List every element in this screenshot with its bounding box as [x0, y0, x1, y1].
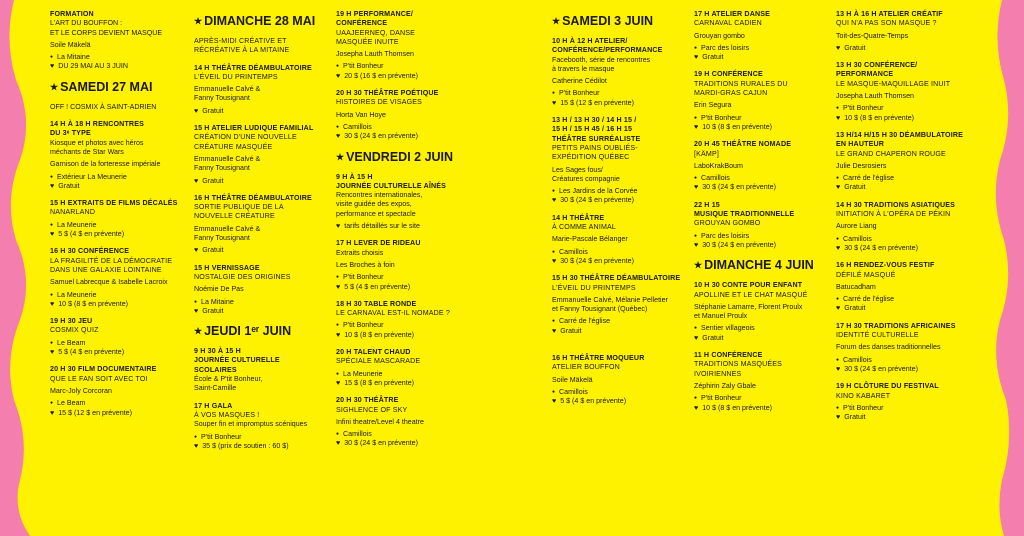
event-block	[336, 348, 501, 388]
event-time-type: 13 H / 13 H 30 / 14 H 15 / 15 H / 15 H 45 / 16 H 15 THÉÂTRE SURRÉALISTE	[552, 116, 641, 143]
event-artist: Erin Segura	[694, 101, 732, 110]
day-heading	[694, 258, 834, 273]
event-title: À COMME ANIMAL	[552, 223, 616, 232]
event-time-type: 14 H THÉÂTRE DÉAMBULATOIRE	[194, 63, 312, 72]
event-time-type: 10 H 30 CONTE POUR ENFANT	[694, 281, 803, 290]
event-info	[336, 62, 501, 81]
event-title: KINO KABARET	[836, 391, 891, 400]
event-artist: Josepha Lauth Thomsen	[336, 50, 414, 59]
event-block	[836, 10, 996, 53]
event-block	[694, 281, 834, 343]
event-block	[836, 201, 996, 253]
event-block	[836, 322, 996, 374]
event-venue: ● P'tit Bonheur	[336, 273, 501, 282]
event-price: ♥ 30 $ (24 $ en prévente)	[336, 132, 501, 141]
event-description: Kiosque et photos avec héros méchants de Star Wars	[50, 138, 144, 156]
day-label: VENDREDI 2 JUIN	[346, 149, 454, 164]
event-block	[336, 239, 501, 291]
event-price: ♥ DU 29 MAI AU 3 JUIN	[50, 62, 192, 71]
event-time-type: 17 H LEVER DE RIDEAU	[336, 239, 421, 248]
event-title: PETITS PAINS OUBLIÉS- EXPÉDITION QUÉBEC	[552, 143, 638, 162]
event-info	[836, 295, 996, 314]
event-title: COSMIX QUIZ	[50, 326, 99, 335]
event-title: L'ÉVEIL DU PRINTEMPS	[552, 283, 636, 292]
event-venue: ● Sentier villageois	[694, 324, 834, 333]
event-info	[194, 107, 334, 116]
event-title: SIGHLENCE OF SKY	[336, 405, 408, 414]
event-artist: Forum des danses traditionnelles	[836, 343, 941, 352]
event-time-type: 20 H 30 FILM DOCUMENTAIRE	[50, 365, 157, 374]
event-block	[194, 37, 334, 56]
event-title: SPÉCIALE MASCARADE	[336, 357, 421, 366]
event-info	[552, 248, 692, 267]
star-icon: ★	[194, 16, 203, 26]
day-label: DIMANCHE 4 JUIN	[704, 258, 814, 273]
event-venue: ● La Meunerie	[336, 370, 501, 379]
event-artist: Les Sages fous/ Créatures compagnie	[552, 165, 620, 183]
event-artist: LaboKrakBoum	[694, 161, 743, 170]
event-block	[50, 199, 192, 239]
event-description: L'ART DU BOUFFON : ET LE CORPS DEVIENT MASQUE	[50, 19, 163, 37]
event-price: ♥ Gratuit	[194, 177, 334, 186]
event-artist: Emmanuelle Calvé & Fanny Tousignant	[194, 85, 261, 103]
event-info	[50, 399, 192, 418]
event-block	[552, 37, 692, 108]
event-venue: ● Le Beam	[50, 399, 192, 408]
event-info	[50, 173, 192, 192]
event-block	[194, 264, 334, 316]
event-info	[194, 177, 334, 186]
event-artist: Soile Mäkelä	[552, 375, 593, 384]
column-3	[336, 10, 501, 457]
event-info	[552, 187, 692, 206]
event-artist: Emmanuelle Calvé & Fanny Tousignant	[194, 224, 261, 243]
event-time-type: 9 H 30 À 15 H JOURNÉE CULTURELLE SCOLAIRES	[194, 347, 280, 374]
event-block	[336, 173, 501, 232]
day-heading	[50, 80, 192, 95]
event-time-type: 20 H TALENT CHAUD	[336, 348, 411, 357]
event-venue: ● Camillois	[552, 248, 692, 257]
event-description: Rencontres internationales, visite guidée des expos, performance et spectacle	[336, 191, 423, 218]
event-artist: Marie-Pascale Bélanger	[552, 235, 628, 244]
event-time-type: 19 H CLÔTURE DU FESTIVAL	[836, 382, 939, 391]
event-venue: ● Camillois	[836, 235, 996, 244]
event-price: ♥ 10 $ (8 $ en prévente)	[836, 114, 996, 123]
event-title: QUI N'A PAS SON MASQUE ?	[836, 19, 937, 28]
event-venue: ● P'tit Bonheur	[336, 321, 501, 330]
event-block	[194, 124, 334, 186]
event-time-type: 20 H 30 THÉÂTRE POÉTIQUE	[336, 89, 439, 98]
event-title: UAAJEERNEQ, DANSE MASQUÉE INUITE	[336, 28, 416, 46]
event-venue: ● Carré de l'église	[836, 295, 996, 304]
event-artist: Stéphanie Lamarre, Florent Proulx et Manuel Proulx	[694, 302, 803, 321]
event-price: ♥ tarifs détaillés sur le site	[336, 222, 501, 231]
event-price: ♥ Gratuit	[552, 327, 692, 336]
event-venue: ● Carré de l'église	[836, 174, 996, 183]
event-info	[50, 291, 192, 310]
event-price: ♥ 5 $ (4 $ en prévente)	[552, 397, 692, 406]
event-block	[836, 261, 996, 313]
event-title: APRÈS-MIDI CRÉATIVE ET RÉCRÉATIVE À LA MITAINE	[194, 37, 290, 55]
event-price: ♥ 30 $ (24 $ en prévente)	[552, 257, 692, 266]
event-venue: ● Extérieur La Meunerie	[50, 173, 192, 182]
event-block	[336, 396, 501, 448]
event-block	[836, 382, 996, 422]
event-title: QUE LE FAN SOIT AVEC TOI	[50, 374, 148, 383]
event-venue: ● La Meunerie	[50, 221, 192, 230]
event-time-type: 15 H 30 THÉÂTRE DÉAMBULATOIRE	[552, 274, 681, 283]
event-block	[50, 103, 192, 112]
event-title: LE GRAND CHAPERON ROUGE	[836, 149, 946, 158]
event-description: Souper fin et impromptus scéniques	[194, 420, 308, 429]
event-venue: ● La Mitaine	[50, 53, 192, 62]
event-block	[50, 120, 192, 191]
event-time-type: 19 H PERFORMANCE/ CONFÉRENCE	[336, 10, 414, 28]
star-icon: ★	[336, 151, 345, 162]
event-price: ♥ 5 $ (4 $ en prévente)	[336, 283, 501, 292]
event-block	[552, 274, 692, 336]
event-block	[194, 194, 334, 256]
event-time-type: 10 H À 12 H ATELIER/ CONFÉRENCE/PERFORMANCE	[552, 37, 663, 55]
event-time-type: 16 H 30 CONFÉRENCE	[50, 247, 130, 256]
event-block	[552, 214, 692, 266]
event-time-type: 13 H À 16 H ATELIER CRÉATIF	[836, 10, 943, 18]
event-venue: ● P'tit Bonheur	[836, 104, 996, 113]
event-price: ♥ 10 $ (8 $ en prévente)	[336, 331, 501, 340]
event-info	[694, 44, 834, 63]
day-label: DIMANCHE 28 MAI	[204, 14, 316, 28]
event-title: LE MASQUE-MAQUILLAGE INUIT	[836, 79, 951, 88]
event-time-type: 17 H GALA	[194, 401, 233, 410]
event-venue: ● P'tit Bonheur	[694, 394, 834, 403]
event-title: CARNAVAL CADIEN	[694, 19, 762, 28]
event-info	[336, 321, 501, 340]
event-block	[694, 140, 834, 192]
event-artist: Noémie De Pas	[194, 285, 244, 294]
event-time-type: 19 H 30 JEU	[50, 317, 93, 326]
event-description: Facebooth, série de rencontres à travers le masque	[552, 55, 651, 73]
event-block	[694, 70, 834, 132]
event-block	[552, 354, 692, 406]
day-label: SAMEDI 3 JUIN	[562, 14, 654, 28]
event-venue: ● P'tit Bonheur	[694, 114, 834, 123]
event-info	[336, 273, 501, 292]
event-time-type: 11 H CONFÉRENCE	[694, 351, 763, 360]
event-time-type: 13 H 30 CONFÉRENCE/ PERFORMANCE	[836, 61, 918, 79]
event-price: ♥ 30 $ (24 $ en prévente)	[836, 365, 996, 374]
event-description: École & P'tit Bonheur, Saint-Camille	[194, 375, 263, 393]
event-block	[552, 116, 692, 206]
event-price: ♥ 15 $ (12 $ en prévente)	[50, 409, 192, 418]
event-info	[836, 174, 996, 193]
event-artist: Infini theatre/Level 4 theatre	[336, 417, 424, 426]
event-title: NANARLAND	[50, 208, 96, 217]
event-info	[836, 44, 996, 53]
event-price: ♥ Gratuit	[694, 334, 834, 343]
event-title: CRÉATION D'UNE NOUVELLE CRÉATURE MASQUÉE	[194, 133, 297, 151]
event-block	[50, 317, 192, 357]
event-price: ♥ 10 $ (8 $ en prévente)	[694, 404, 834, 413]
event-time-type: 14 H THÉÂTRE	[552, 213, 605, 222]
event-time-type: 16 H THÉÂTRE DÉAMBULATOIRE	[194, 193, 312, 202]
event-price: ♥ Gratuit	[194, 307, 334, 316]
event-time-type: 15 H VERNISSAGE	[194, 263, 260, 272]
event-price: ♥ 15 $ (12 $ en prévente)	[552, 99, 692, 108]
spacer	[552, 344, 692, 354]
event-block	[50, 247, 192, 309]
event-title: L'ÉVEIL DU PRINTEMPS	[194, 72, 278, 81]
event-venue: ● Le Beam	[50, 339, 192, 348]
event-artist: Grouyan gombo	[694, 31, 745, 40]
event-artist: Josepha Lauth Thomsen	[836, 92, 914, 101]
event-time-type: 19 H CONFÉRENCE	[694, 70, 763, 79]
event-time-type: 22 H 15 MUSIQUE TRADITIONNELLE	[694, 200, 795, 219]
event-artist: Catherine Cédilot	[552, 77, 607, 86]
event-title: IDENTITÉ CULTURELLE	[836, 331, 919, 340]
day-label: SAMEDI 27 MAI	[60, 79, 153, 94]
event-artist: Toit-des-Quatre-Temps	[836, 31, 909, 40]
event-description: OFF ! COSMIX À SAINT-ADRIEN	[50, 102, 157, 111]
event-info	[336, 222, 501, 231]
event-price: ♥ 35 $ (prix de soutien : 60 $)	[194, 442, 334, 451]
event-artist: Zéphirin Zaly Gbale	[694, 381, 756, 390]
event-info	[50, 53, 192, 72]
column-4	[552, 10, 692, 415]
event-info	[694, 394, 834, 413]
event-price: ♥ Gratuit	[194, 107, 334, 116]
day-heading	[336, 150, 501, 165]
event-artist: Julie Desrosiers	[836, 161, 887, 170]
event-title: DÉFILÉ MASQUÉ	[836, 270, 896, 279]
column-2	[194, 10, 334, 459]
event-info	[836, 356, 996, 375]
event-time-type: 14 H 30 TRADITIONS ASIATIQUES	[836, 200, 956, 209]
event-artist: Soile Mäkelä	[50, 40, 91, 49]
event-info	[694, 174, 834, 193]
event-info	[836, 235, 996, 254]
day-heading	[194, 14, 334, 29]
event-time-type: 17 H ATELIER DANSE	[694, 10, 771, 18]
event-price: ♥ 30 $ (24 $ en prévente)	[836, 244, 996, 253]
event-info	[694, 114, 834, 133]
event-price: ♥ 30 $ (24 $ en prévente)	[552, 196, 692, 205]
event-artist: Aurore Liang	[836, 222, 877, 231]
event-time-type: 16 H THÉÂTRE MOQUEUR	[552, 354, 645, 363]
star-icon: ★	[694, 260, 703, 271]
event-block	[194, 402, 334, 451]
event-block	[694, 10, 834, 62]
star-icon: ★	[50, 81, 59, 92]
event-price: ♥ Gratuit	[694, 53, 834, 62]
event-artist: Garnison de la forteresse impériale	[50, 160, 161, 169]
event-title: TRADITIONS MASQUÉES IVOIRIENNES	[694, 360, 782, 378]
day-heading	[194, 324, 334, 339]
event-time-type: 20 H 30 THÉÂTRE	[336, 396, 399, 405]
event-price: ♥ Gratuit	[836, 413, 996, 422]
event-venue: ● Camillois	[836, 356, 996, 365]
event-venue: ● Camillois	[336, 123, 501, 132]
event-title: SORTIE PUBLIQUE DE LA NOUVELLE CRÉATURE	[194, 203, 284, 221]
event-price: ♥ 30 $ (24 $ en prévente)	[694, 241, 834, 250]
event-block	[694, 351, 834, 413]
event-block	[194, 347, 334, 393]
event-title: LE CARNAVAL EST-IL NOMADE ?	[336, 309, 451, 318]
event-price: ♥ 10 $ (8 $ en prévente)	[694, 123, 834, 132]
column-6	[836, 10, 996, 430]
event-description: Extraits choisis	[336, 248, 384, 257]
event-info	[336, 430, 501, 449]
event-price: ♥ 20 $ (16 $ en prévente)	[336, 72, 501, 81]
event-venue: ● Carré de l'église	[552, 317, 692, 326]
event-title: INITIATION À L'OPÉRA DE PÉKIN	[836, 210, 951, 219]
day-heading	[552, 14, 692, 29]
event-artist: Les Broches à foin	[336, 260, 395, 269]
event-info	[194, 433, 334, 452]
event-title: NOSTALGIE DES ORIGINES	[194, 272, 291, 281]
event-venue: ● P'tit Bonheur	[194, 433, 334, 442]
event-time-type: 15 H ATELIER LUDIQUE FAMILIAL	[194, 124, 314, 133]
event-title: À VOS MASQUES !	[194, 410, 260, 419]
event-info	[336, 123, 501, 142]
event-block	[336, 10, 501, 81]
event-venue: ● P'tit Bonheur	[552, 89, 692, 98]
event-artist: Horta Van Hoye	[336, 110, 386, 119]
event-venue: ● P'tit Bonheur	[836, 404, 996, 413]
event-block	[50, 365, 192, 417]
event-info	[194, 246, 334, 255]
event-price: ♥ 30 $ (24 $ en prévente)	[336, 439, 501, 448]
event-title: ATELIER BOUFFON	[552, 363, 620, 372]
event-venue: ● Camillois	[336, 430, 501, 439]
event-time-type: FORMATION	[50, 10, 94, 18]
event-info	[50, 339, 192, 358]
event-title: [KÄMP]	[694, 149, 719, 158]
event-title: APOLLINE ET LE CHAT MASQUÉ	[694, 290, 808, 299]
event-title: LA FRAGILITÉ DE LA DÉMOCRATIE DANS UNE GALAXIE LOINTAINE	[50, 256, 173, 274]
star-icon: ★	[194, 326, 203, 337]
event-price: ♥ Gratuit	[836, 44, 996, 53]
event-block	[194, 64, 334, 116]
event-time-type: 15 H EXTRAITS DE FILMS DÉCALÉS	[50, 199, 178, 208]
event-info	[336, 370, 501, 389]
event-info	[836, 404, 996, 423]
event-time-type: 16 H RENDEZ-VOUS FESTIF	[836, 261, 935, 270]
event-price: ♥ Gratuit	[50, 182, 192, 191]
event-time-type: 20 H 45 THÉÂTRE NOMADE	[694, 140, 792, 149]
event-venue: ● Les Jardins de la Corvée	[552, 187, 692, 196]
event-info	[694, 324, 834, 343]
event-venue: ● P'tit Bonheur	[336, 62, 501, 71]
event-info	[50, 221, 192, 240]
event-venue: ● Camillois	[694, 174, 834, 183]
event-time-type: 18 H 30 TABLE RONDE	[336, 299, 417, 308]
day-label: JEUDI 1ᵉʳ JUIN	[204, 324, 292, 339]
event-price: ♥ Gratuit	[194, 246, 334, 255]
event-title: GROUYAN GOMBO	[694, 219, 761, 228]
event-time-type: 9 H À 15 H JOURNÉE CULTURELLE AÎNÉS	[336, 172, 447, 190]
star-icon: ★	[552, 16, 561, 26]
event-venue: ● Camillois	[552, 388, 692, 397]
event-block	[836, 61, 996, 123]
event-price: ♥ 30 $ (24 $ en prévente)	[694, 183, 834, 192]
event-block	[694, 201, 834, 250]
event-time-type: 14 H À 18 H RENCONTRES DU 3ᵉ TYPE	[50, 120, 144, 138]
column-5	[694, 10, 834, 421]
event-info	[552, 317, 692, 336]
event-time-type: 13 H/14 H/15 H 30 DÉAMBULATOIRE EN HAUTEUR	[836, 130, 963, 149]
event-artist: Marc-Joly Corcoran	[50, 386, 112, 395]
event-price: ♥ 15 $ (8 $ en prévente)	[336, 379, 501, 388]
event-venue: ● La Meunerie	[50, 291, 192, 300]
column-1	[50, 10, 192, 426]
event-price: ♥ 5 $ (4 $ en prévente)	[50, 348, 192, 357]
event-time-type: 17 H 30 TRADITIONS AFRICAINES	[836, 321, 956, 330]
event-info	[836, 104, 996, 123]
event-info	[194, 298, 334, 317]
event-artist: Batucadham	[836, 282, 876, 291]
event-artist: Samuel Labrecque & Isabelle Lacroix	[50, 278, 168, 287]
event-title: HISTOIRES DE VISAGES	[336, 98, 423, 107]
event-block	[836, 131, 996, 193]
event-info	[694, 232, 834, 251]
event-artist: Emmanuelle Calvé & Fanny Tousignant	[194, 154, 261, 173]
event-price: ♥ 10 $ (8 $ en prévente)	[50, 300, 192, 309]
event-price: ♥ Gratuit	[836, 304, 996, 313]
event-block	[50, 10, 192, 72]
event-artist: Emmanuelle Calvé, Mélanie Pelletier et Fanny Tousignant (Québec)	[552, 295, 668, 314]
event-price: ♥ Gratuit	[836, 183, 996, 192]
event-block	[336, 89, 501, 141]
event-venue: ● Parc des loisirs	[694, 232, 834, 241]
event-block	[336, 300, 501, 340]
event-price: ♥ 5 $ (4 $ en prévente)	[50, 230, 192, 239]
event-info	[552, 388, 692, 407]
event-title: TRADITIONS RURALES DU MARDI-GRAS CAJUN	[694, 79, 788, 98]
event-venue: ● Parc des loisirs	[694, 44, 834, 53]
event-info	[552, 89, 692, 108]
event-venue: ● La Mitaine	[194, 298, 334, 307]
